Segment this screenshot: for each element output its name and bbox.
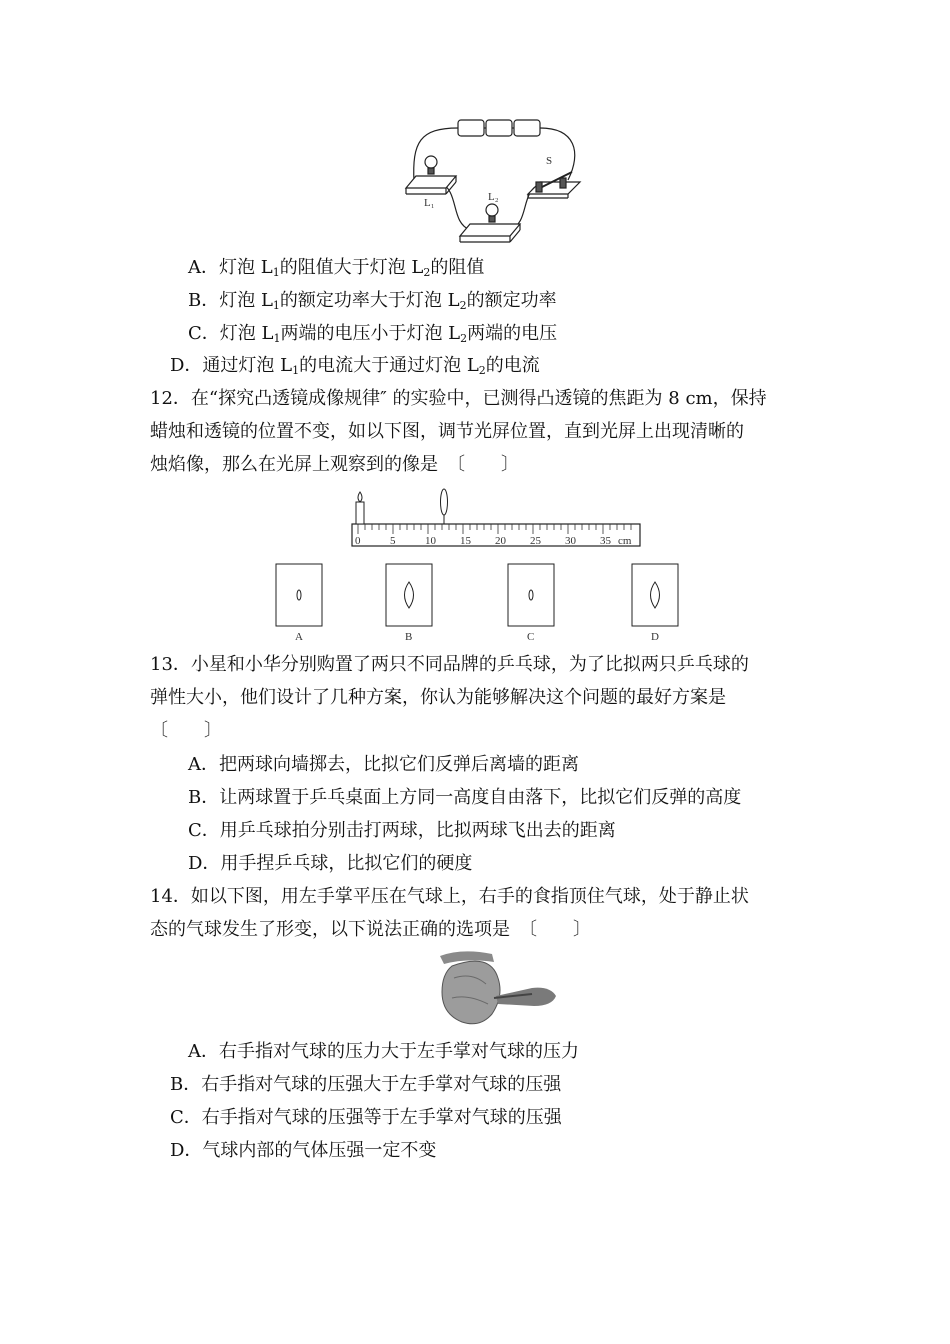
choice-label-d: D [651,631,659,643]
q11-option-b: B．灯泡 $L_1$的额定功率大于灯泡 $L_2$的额定功率 [188,290,557,312]
q14-option-d: D．气球内部的气体压强一定不变 [170,1140,437,1161]
q11-option-a: A．灯泡 $L_1$的阻值大于灯泡 $L_2$的阻值 [188,257,485,279]
q13-option-d: D．用手捏乒乓球，比拟它们的硬度 [188,853,473,874]
q11-option-d: D．通过灯泡 $L_1$的电流大于通过灯泡 $L_2$的电流 [170,355,540,377]
q13-stem-line-1: 13．小星和小华分别购置了两只不同品牌的乒乓球，为了比拟两只乒乓球的 [150,654,749,675]
choice-c [508,564,554,643]
q13-option-b: B．让两球置于乒乓桌面上方同一高度自由落下，比拟它们反弹的高度 [188,787,742,808]
q13-option-c: C．用乒乓球拍分别击打两球，比拟两球飞出去的距离 [188,820,616,841]
bulb1-label: L₁ [424,197,435,209]
ruler-tick-label: 20 [495,535,506,547]
candle [356,502,364,524]
choice-label-b: B [405,631,413,643]
balloon [442,961,500,1024]
choice-a [276,564,322,643]
q14-option-b: B．右手指对气球的压强大于左手掌对气球的压强 [170,1074,562,1095]
convex-lens [441,489,448,515]
ruler-tick-label: 25 [530,535,541,547]
choice-d [632,564,678,643]
choice-label-c: C [527,631,535,643]
q14-option-c: C．右手指对气球的压强等于左手掌对气球的压强 [170,1107,562,1128]
optical-bench-figure [270,488,690,648]
q13-stem-line-3: 〔 〕 [150,720,222,741]
q11-option-c: C．灯泡 $L_1$两端的电压小于灯泡 $L_2$两端的电压 [188,323,558,345]
q13-stem-line-2: 弹性大小，他们设计了几种方案，你认为能够解决这个问题的最好方案是 [150,687,726,708]
q12-stem-line-1: 12．在“探究凸透镜成像规律″ 的实验中，已测得凸透镜的焦距为 8 cm，保持 [150,388,767,409]
battery-cell [514,120,540,136]
bulb-L1 [425,156,437,168]
battery-cell [486,120,512,136]
q13-option-a: A．把两球向墙掷去，比拟它们反弹后离墙的距离 [188,754,579,775]
bulb-L2-base [460,224,520,236]
q14-stem-line-1: 14．如以下图，用左手掌平压在气球上，右手的食指顶住气球，处于静止状 [150,886,749,907]
ruler-tick-label: 15 [460,535,471,547]
q12-stem-line-2: 蜡烛和透镜的位置不变，如以下图，调节光屏位置，直到光屏上出现清晰的 [150,421,744,442]
choice-b [386,564,432,643]
ruler-tick-label: 0 [355,535,361,547]
ruler-tick-label: 35 [600,535,611,547]
q12-stem-line-3: 烛焰像，那么在光屏上观察到的像是 〔 〕 [150,454,519,475]
q14-option-a: A．右手指对气球的压力大于左手掌对气球的压力 [188,1041,579,1062]
bulb-L2 [486,204,498,216]
circuit-diagram [400,112,590,248]
battery-cell [458,120,484,136]
balloon-hands-figure [432,948,560,1030]
bulb2-label: L₂ [488,191,499,203]
choice-label-a: A [295,631,303,643]
candle-flame [358,492,362,502]
switch-label: S [546,155,553,167]
ruler-unit: cm [618,535,632,547]
q14-stem-line-2: 态的气球发生了形变，以下说法正确的选项是 〔 〕 [150,919,591,940]
ruler-tick-label: 10 [425,535,436,547]
ruler-tick-label: 5 [390,535,396,547]
ruler-tick-label: 30 [565,535,576,547]
